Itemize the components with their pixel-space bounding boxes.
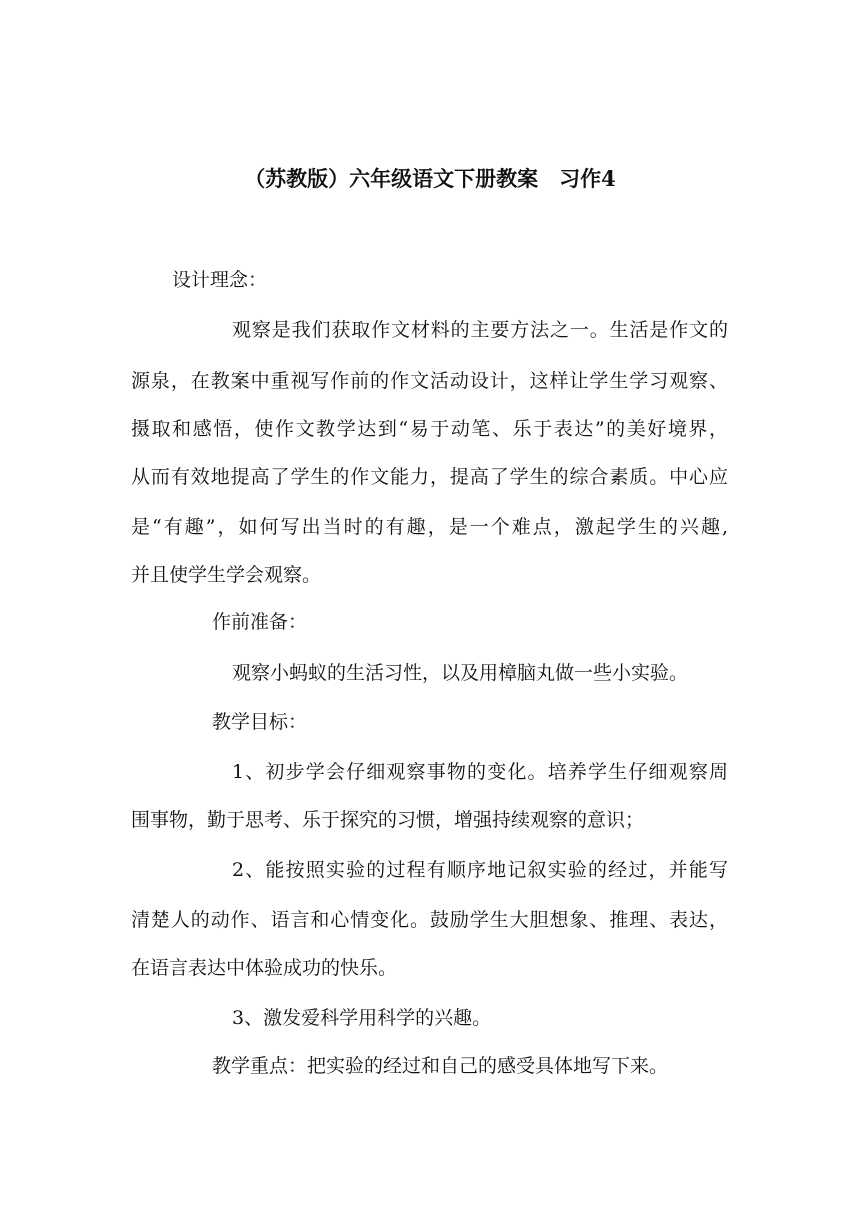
goal-item-line: 在语言表达中体验成功的快乐。 [131,957,398,979]
paragraph-line: 摄取和感悟，使作文教学达到“易于动笔、乐于表达”的美好境界， [131,418,728,440]
paragraph-line: 观察小蚂蚁的生活习性，以及用樟脑丸做一些小实验。 [232,662,689,684]
goal-item-line: 清楚人的动作、语言和心情变化。鼓励学生大胆想象、推理、表达， [131,909,728,931]
goal-item-line: 1、初步学会仔细观察事物的变化。培养学生仔细观察周 [232,761,728,783]
paragraph-line: 观察是我们获取作文材料的主要方法之一。生活是作文的 [232,319,728,341]
goal-item-line: 围事物，勤于思考、乐于探究的习惯，增强持续观察的意识； [131,809,645,831]
paragraph-line: 是“有趣”，如何写出当时的有趣，是一个难点，激起学生的兴趣, [131,516,728,538]
goal-item-line: 2、能按照实验的过程有顺序地记叙实验的经过，并能写 [232,859,728,881]
document-title: （苏教版）六年级语文下册教案 习作4 [244,166,616,191]
paragraph-line: 并且使学生学会观察。 [131,564,322,586]
teaching-focus-line: 教学重点：把实验的经过和自己的感受具体地写下来。 [212,1055,669,1077]
goal-item-line: 3、激发爱科学用科学的兴趣。 [232,1007,492,1029]
paragraph-line: 从而有效地提高了学生的作文能力，提高了学生的综合素质。中心应 [131,466,728,488]
paragraph-line: 源泉，在教案中重视写作前的作文活动设计，这样让学生学习观察、 [131,370,728,392]
heading-teaching-goals: 教学目标： [212,711,308,733]
heading-design-concept: 设计理念： [172,269,268,291]
heading-preparation: 作前准备： [212,611,308,633]
